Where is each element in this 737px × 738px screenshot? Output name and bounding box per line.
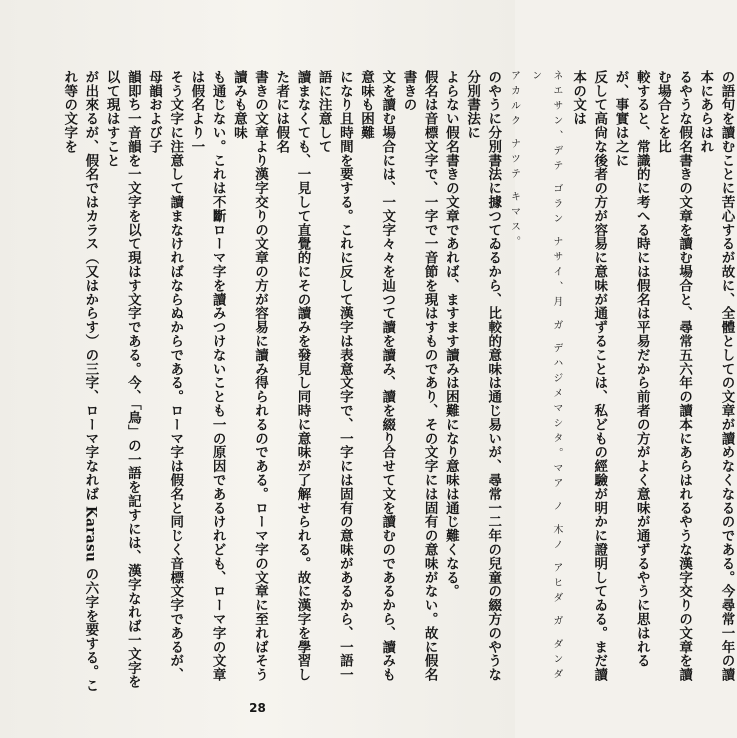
text-line: よらない假名書きの文章であれば、ますます讀みは困難になり意味は通じ難くなる。 xyxy=(442,70,459,599)
text-line: の語句を讀むことに苦心するが故に、全體としての文章が讀めなくなるのである。今尋常一年の讀本にあらはれ xyxy=(697,70,735,682)
text-line: そう文字に注意して讀まなければならぬからである。ローマ字は假名と同じく音標文字であるが、母韻および子 xyxy=(146,70,184,682)
text-line: 反して高尙な後者の方が容易に意味が通ずることは、私どもの經驗が明かに證明してゐる。まだ讀本の文は xyxy=(570,70,608,682)
text-line: るやうな假名書きの文章を讀む場合と、尋常五六年の讀本にあらはれるやうな漢字交りの文章を讀む場合とを比 xyxy=(654,70,693,682)
text-line: 書きの文章より漢字交りの文章の方が容易に讀み得られるのである。ローマ字の文章に至ればそう讀みも意味 xyxy=(230,70,269,682)
text-line: 韻即ち一音韻を一文字を以て現はす文字である。今、「鳥」の一語を記すには、漢字なれば一文字を以て現はすこと xyxy=(103,70,141,689)
text-line: 較すると、常識的に考へる時には假名は平易だから前者の方がよく意味が通ずるやうに思はれるが、事實は之に xyxy=(612,70,650,668)
text-line: のやうに分別書法に據つてゐるから、比較的意味は通じ易いが、尋常一二年の兒童の綴方のやうな分別書法に xyxy=(464,70,502,682)
body-text-area xyxy=(58,70,735,694)
text-line: 文を讀む場合には、一文字々々を辿つて讀を讀み、讀を綴り合せて文を讀むのであるから、讀みも意味も困難 xyxy=(358,70,396,682)
text-line: 假名は音標文字で、一字で一音節を現はすものであり、その文字には固有の意味がない。故に假名書きの xyxy=(400,70,438,682)
text-line: が出來るが、假名ではカラス（又はからす）の三字、ローマ字なれば Karasu の六字を要する。これ等の文字を xyxy=(61,70,99,693)
text-line: 讀まなくても、一見して直覺的にその讀みを發見し同時に意味が了解せられる。故に漢字を學習した者には假名 xyxy=(273,70,311,682)
text-line: になり且時間を要する。これに反して漢字は表意文字で、一字には固有の意味があるから、一語一語に注意して xyxy=(315,70,353,682)
text-line: も通じない。これは不斷ローマ字を讀みつけないことも一の原因であるけれども、ローマ字の文章は假名より一 xyxy=(188,70,226,682)
page-number: 28 xyxy=(249,701,266,715)
vertical-text-columns xyxy=(58,70,737,694)
example-text-line: アカルク ナツテ キマス。 xyxy=(508,70,520,252)
example-text-line: ネエサン、デテ ゴラン ナサイ、月 ガ デハジメマシタ。マア ノ 木ノ アヒダ ガ ダンダン xyxy=(529,70,562,684)
